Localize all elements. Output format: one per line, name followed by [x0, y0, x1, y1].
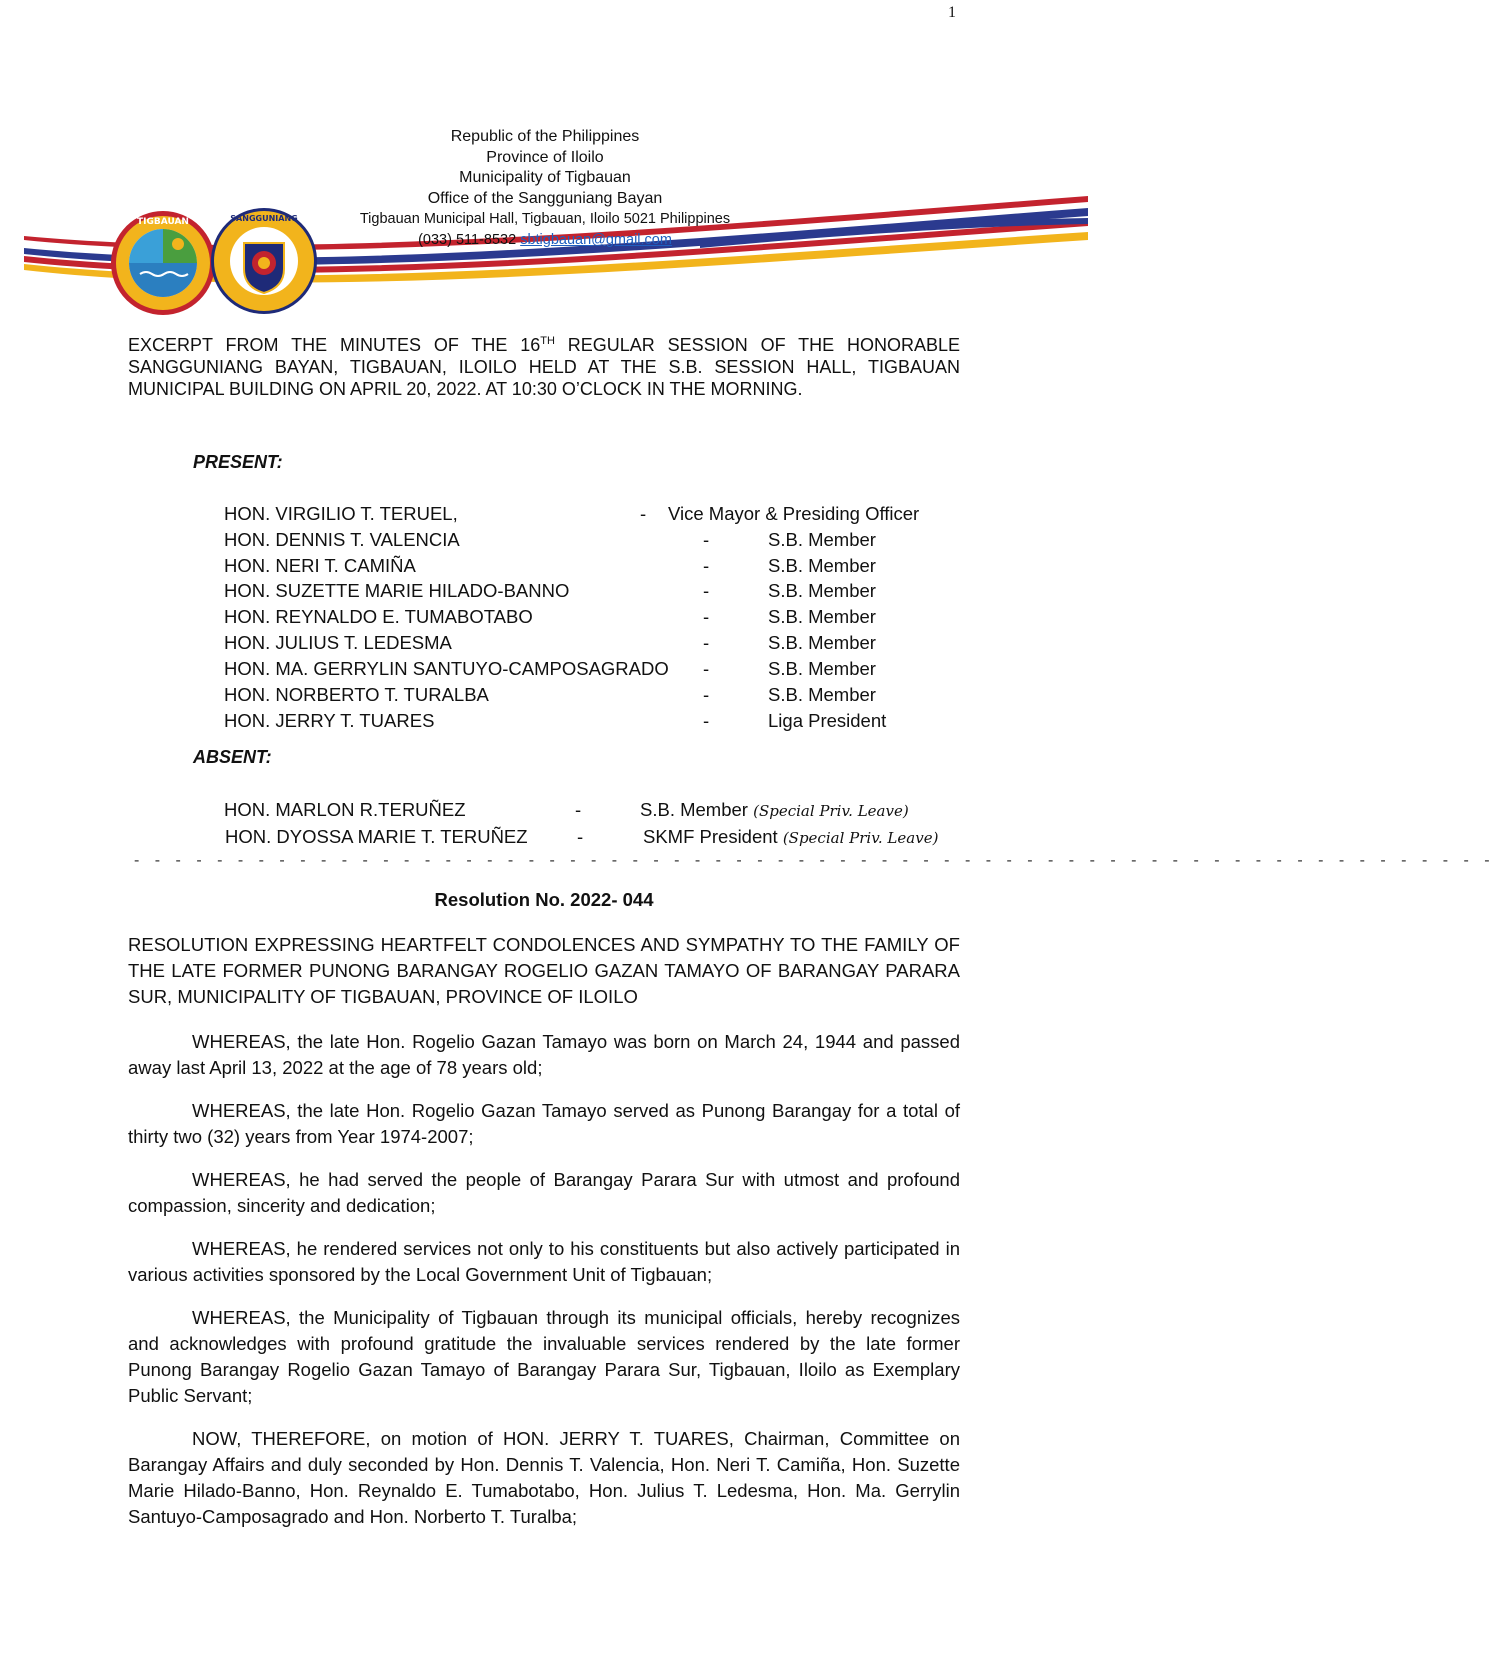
whereas-paragraph-3: WHEREAS, he had served the people of Barangay Parara Sur with utmost and profound compassion, sincerity and dedication; — [128, 1169, 960, 1216]
header-address: Tigbauan Municipal Hall, Tigbauan, Iloilo 5021 Philippines — [359, 211, 731, 227]
now-therefore-paragraph: NOW, THEREFORE, on motion of HON. JERRY T. TUARES, Chairman, Committee on Barangay Affairs and duly seconded by Hon. Dennis T. Valencia, Hon. Neri T. Camiña, Hon. Suzette Marie Hilado-Banno, Hon. Reynaldo E. Tumabotabo, Hon. Julius T. Ledesma, Hon. Ma. Gerrylin Santuyo-Camposagrado and Hon. Norberto T. Turalba; — [128, 1428, 960, 1527]
whereas-paragraph-4: WHEREAS, he rendered services not only to his constituents but also actively participated in various activities sponsored by the Local Government Unit of Tigbauan; — [128, 1238, 960, 1285]
whereas-paragraph-1: WHEREAS, the late Hon. Rogelio Gazan Tamayo was born on March 24, 1944 and passed away last April 13, 2022 at the age of 78 years old; — [128, 1031, 960, 1078]
resolution-title: RESOLUTION EXPRESSING HEARTFELT CONDOLENCES AND SYMPATHY TO THE FAMILY OF THE LATE FORMER PUNONG BARANGAY ROGELIO GAZAN TAMAYO OF BARANGAY PARARA SUR, MUNICIPALITY OF TIGBAUAN, PROVINCE OF ILOILO — [128, 934, 960, 1007]
header-phone: (033) 511-8532 — [418, 231, 517, 248]
section-divider: - - - - - - - - - - - - - - - - - - - - - - - - - - - - - - - - - - - - - - - - - - - - - - - - - - - - - - - - - - - - - - - - - - — [134, 852, 1495, 869]
present-label: PRESENT: — [193, 452, 283, 472]
header-office: Office of the Sangguniang Bayan — [427, 189, 663, 207]
header-email-link[interactable]: sbtigbauan@gmail.com — [520, 231, 672, 248]
header-municipality: Municipality of Tigbauan — [459, 169, 631, 186]
absent-label: ABSENT: — [193, 747, 272, 767]
whereas-paragraph-2: WHEREAS, the late Hon. Rogelio Gazan Tamayo served as Punong Barangay for a total of thirty two (32) years from Year 1974-2007; — [128, 1100, 960, 1147]
minutes-excerpt: EXCERPT FROM THE MINUTES OF THE 16TH REGULAR SESSION OF THE HONORABLE SANGGUNIANG BAYAN, TIGBAUAN, ILOILO HELD AT THE S.B. SESSION HALL, TIGBAUAN MUNICIPAL BUILDING ON APRIL 20, 2022. AT 10:30 O’CLOCK IN THE MORNING. — [128, 335, 960, 399]
header-contact — [330, 230, 760, 251]
svg-text:TIGBAUAN: TIGBAUAN — [137, 217, 189, 227]
header-republic: Republic of the Philippines — [450, 128, 640, 145]
header-province: Province of Iloilo — [486, 148, 604, 166]
sangguniang-bayan-seal-icon — [210, 207, 318, 315]
letterhead — [330, 127, 760, 250]
municipality-seal-icon — [110, 210, 216, 316]
page-number: 1 — [948, 4, 956, 21]
svg-text:SANGGUNIANG: SANGGUNIANG — [230, 214, 298, 223]
resolution-number: Resolution No. 2022- 044 — [434, 889, 654, 910]
whereas-paragraph-5: WHEREAS, the Municipality of Tigbauan through its municipal officials, hereby recognizes and acknowledges with profound gratitude the invaluable services rendered by the late former Punong Barangay Rogelio Gazan Tamayo of Barangay Parara Sur, Tigbauan, Iloilo as Exemplary Public Servant; — [128, 1307, 960, 1406]
